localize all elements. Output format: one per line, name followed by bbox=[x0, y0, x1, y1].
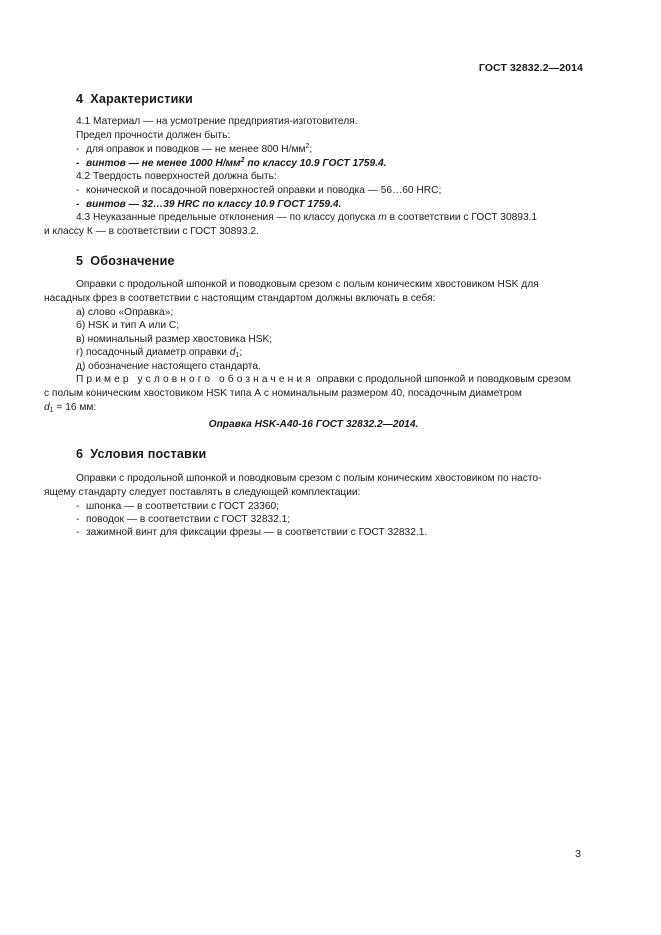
s6-item-1: - шпонка — в соответствии с ГОСТ 23360; bbox=[76, 501, 279, 512]
s4-hardness-item-2: - винтов — 32…39 HRC по классу 10.9 ГОСТ 1759.4. bbox=[76, 199, 342, 210]
page-number: 3 bbox=[575, 848, 581, 860]
s5-designation-example: Оправка HSK-A40-16 ГОСТ 32832.2—2014. bbox=[208, 419, 419, 430]
s4-strength-item-2: - винтов — не менее 1000 $Н/мм^2$ по классу 10.9 ГОСТ 1759.4. bbox=[76, 157, 387, 169]
s6-para-line-2: ящему стандарту следует поставлять в следующей комплектации: bbox=[44, 487, 361, 498]
section-6-title-text: Условия поставки bbox=[90, 447, 207, 461]
s6-item-3: - зажимной винт для фиксации фрезы — в соответствии с ГОСТ 32832.1. bbox=[76, 527, 428, 538]
s4-tolerances-cont: и классу К — в соответствии с ГОСТ 30893.2. bbox=[44, 226, 259, 237]
section-4-title-text: Характеристики bbox=[90, 92, 193, 106]
s5-item-g: г) посадочный диаметр оправки $d_1$; bbox=[76, 347, 243, 359]
s5-item-b: б) HSK и тип А или С; bbox=[76, 320, 180, 331]
s4-strength-intro: Предел прочности должен быть: bbox=[76, 130, 231, 141]
example-lead: Пример условного обозначения bbox=[76, 374, 314, 385]
section-5-number: 5 bbox=[76, 254, 84, 268]
s5-example-line-3: $d_1 = 16$ мм: bbox=[44, 402, 97, 414]
section-6-number: 6 bbox=[76, 447, 84, 461]
s5-item-d: д) обозначение настоящего стандарта. bbox=[76, 361, 261, 372]
s5-item-a: а) слово «Оправка»; bbox=[76, 307, 174, 318]
s4-strength-item-1: - для оправок и поводков — не менее 800 $Н/мм^2$; bbox=[76, 143, 313, 155]
section-5-title bbox=[76, 254, 175, 269]
s4-hardness-intro: 4.2 Твердость поверхностей должна быть: bbox=[76, 171, 277, 182]
section-4-number: 4 bbox=[76, 92, 84, 106]
document-code: ГОСТ 32832.2—2014 bbox=[478, 62, 583, 74]
s4-material: 4.1 Материал — на усмотрение предприятия-изготовителя. bbox=[76, 116, 358, 127]
s5-para-line-2: насадных фрез в соответствии с настоящим стандартом должны включать в себя: bbox=[44, 293, 436, 304]
section-4-title bbox=[76, 92, 193, 107]
s4-hardness-item-1: - конической и посадочной поверхностей оправки и поводка — 56…60 HRC; bbox=[76, 185, 442, 196]
s5-item-c: в) номинальный размер хвостовика HSK; bbox=[76, 334, 273, 345]
s5-para-line-1: Оправки с продольной шпонкой и поводковым срезом с полым коническим хвостовиком HSK для bbox=[76, 279, 539, 290]
section-5-title-text: Обозначение bbox=[90, 254, 175, 268]
s5-example-line-1: Пример условного обозначения оправки с продольной шпонкой и поводковым срезом bbox=[76, 374, 571, 385]
section-6-title bbox=[76, 447, 206, 462]
s4-tolerances: 4.3 Неуказанные предельные отклонения — по классу допуска m в соответствии с ГОСТ 30893.1 bbox=[76, 212, 538, 223]
s5-example-line-2: с полым коническим хвостовиком HSK типа А с номинальным размером 40, посадочным диаметром bbox=[44, 388, 522, 399]
s6-para-line-1: Оправки с продольной шпонкой и поводковым срезом с полым коническим хвостовиком по насто- bbox=[76, 473, 542, 484]
s6-item-2: - поводок — в соответствии с ГОСТ 32832.1; bbox=[76, 514, 291, 525]
